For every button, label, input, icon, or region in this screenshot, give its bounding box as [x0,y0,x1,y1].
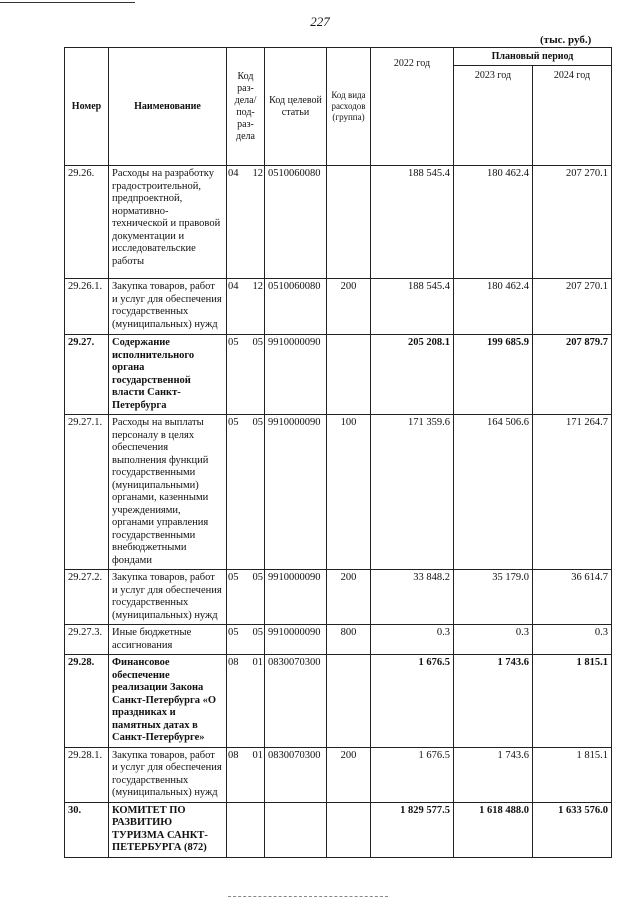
row-value-2022: 33 848.2 [371,570,454,625]
subsection-code: 05 [252,417,263,428]
page-number: 227 [310,14,330,29]
row-value-2024: 207 270.1 [533,166,612,279]
row-expense-type [327,802,371,857]
subsection-code: 01 [252,657,263,668]
row-value-2023: 180 462.4 [454,279,533,335]
row-value-2023: 1 743.6 [454,655,533,748]
row-value-2023: 1 618 488.0 [454,802,533,857]
subsection-code: 01 [252,749,263,761]
row-number: 29.27.1. [65,415,109,570]
row-number: 29.27.2. [65,570,109,625]
row-value-2022: 205 208.1 [371,335,454,415]
subsection-code: 12 [252,281,263,292]
budget-table [64,47,612,858]
row-section-code [227,166,265,279]
row-value-2023: 164 506.6 [454,415,533,570]
unit-note: (тыс. руб.) [540,34,592,46]
row-value-2023: 199 685.9 [454,335,533,415]
row-name: Расходы на выплаты персоналу в целях обеспечения выполнения функций государственными (муниципальными) органами, казенными учреждениями, органами управления государственными внебюджетными фондами [109,415,227,570]
header-2024: 2024 год [533,66,612,166]
row-value-2023: 180 462.4 [454,166,533,279]
row-number: 29.27.3. [65,625,109,655]
subsection-code: 05 [252,627,263,638]
row-section-code [227,570,265,625]
table-row [65,570,612,625]
row-value-2024: 36 614.7 [533,570,612,625]
row-expense-type [327,335,371,415]
row-target-code: 0510060080 [265,166,327,279]
row-value-2023: 0.3 [454,625,533,655]
row-target-code: 9910000090 [265,625,327,655]
row-value-2022: 188 545.4 [371,279,454,335]
row-expense-type: 800 [327,625,371,655]
row-value-2022: 1 676.5 [371,747,454,802]
table-row [65,747,612,802]
row-value-2022: 188 545.4 [371,166,454,279]
row-name: Иные бюджетные ассигнования [109,625,227,655]
table-row [65,625,612,655]
header-section: Код раз-дела/ под-раз-дела [227,48,265,166]
section-code: 05 [228,417,239,428]
top-rule [0,2,135,3]
row-name: Финансовое обеспечение реализации Закона Санкт-Петербурга «О праздниках и памятных датах в Санкт-Петербурге» [109,655,227,748]
header-number: Номер [65,48,109,166]
row-section-code [227,802,265,857]
section-code: 04 [228,281,239,292]
row-name: Закупка товаров, работ и услуг для обеспечения государственных (муниципальных) нужд [109,279,227,335]
row-section-code [227,655,265,748]
row-expense-type: 200 [327,279,371,335]
table-row [65,279,612,335]
row-expense-type: 200 [327,570,371,625]
section-code: 05 [228,337,239,348]
row-expense-type [327,655,371,748]
row-name: КОМИТЕТ ПО РАЗВИТИЮ ТУРИЗМА САНКТ-ПЕТЕРБУРГА (872) [109,802,227,857]
row-value-2022: 171 359.6 [371,415,454,570]
row-name: Содержание исполнительного органа государственной власти Санкт-Петербурга [109,335,227,415]
row-number: 30. [65,802,109,857]
table-row [65,166,612,279]
row-target-code: 9910000090 [265,570,327,625]
row-name: Расходы на разработку градостроительной, предпроектной, нормативно-технической и правовой документации и исследовательские работы [109,166,227,279]
row-value-2024: 1 815.1 [533,747,612,802]
row-value-2024: 171 264.7 [533,415,612,570]
row-value-2024: 1 633 576.0 [533,802,612,857]
row-number: 29.27. [65,335,109,415]
row-section-code [227,415,265,570]
row-target-code: 0830070300 [265,747,327,802]
row-value-2022: 1 676.5 [371,655,454,748]
row-target-code: 0510060080 [265,279,327,335]
section-code: 05 [228,572,239,583]
header-plan-period: Плановый период [454,48,612,66]
row-section-code [227,335,265,415]
row-value-2022: 0.3 [371,625,454,655]
subsection-code: 05 [252,337,263,348]
table-row [65,655,612,748]
table-row [65,802,612,857]
header-target: Код целевой статьи [265,48,327,166]
row-number: 29.28. [65,655,109,748]
section-code: 08 [228,657,239,668]
row-value-2024: 207 879.7 [533,335,612,415]
row-expense-type [327,166,371,279]
row-number: 29.26. [65,166,109,279]
row-name: Закупка товаров, работ и услуг для обеспечения государственных (муниципальных) нужд [109,570,227,625]
row-value-2024: 0.3 [533,625,612,655]
header-2022: 2022 год [371,48,454,166]
row-value-2023: 35 179.0 [454,570,533,625]
row-section-code [227,747,265,802]
row-target-code [265,802,327,857]
subsection-code: 05 [252,572,263,583]
header-2023: 2023 год [454,66,533,166]
row-target-code: 9910000090 [265,335,327,415]
header-name: Наименование [109,48,227,166]
row-section-code [227,625,265,655]
row-expense-type: 100 [327,415,371,570]
row-number: 29.26.1. [65,279,109,335]
row-expense-type: 200 [327,747,371,802]
row-value-2024: 207 270.1 [533,279,612,335]
row-target-code: 0830070300 [265,655,327,748]
row-section-code [227,279,265,335]
row-number: 29.28.1. [65,747,109,802]
row-value-2023: 1 743.6 [454,747,533,802]
subsection-code: 12 [252,168,263,179]
row-value-2024: 1 815.1 [533,655,612,748]
row-value-2022: 1 829 577.5 [371,802,454,857]
section-code: 05 [228,627,239,638]
header-expense-type: Код вида расходов (группа) [327,48,371,166]
section-code: 08 [228,749,239,761]
bottom-mark [228,896,388,897]
table-row [65,335,612,415]
row-name: Закупка товаров, работ и услуг для обеспечения государственных (муниципальных) нужд [109,747,227,802]
table-row [65,415,612,570]
section-code: 04 [228,168,239,179]
row-target-code: 9910000090 [265,415,327,570]
